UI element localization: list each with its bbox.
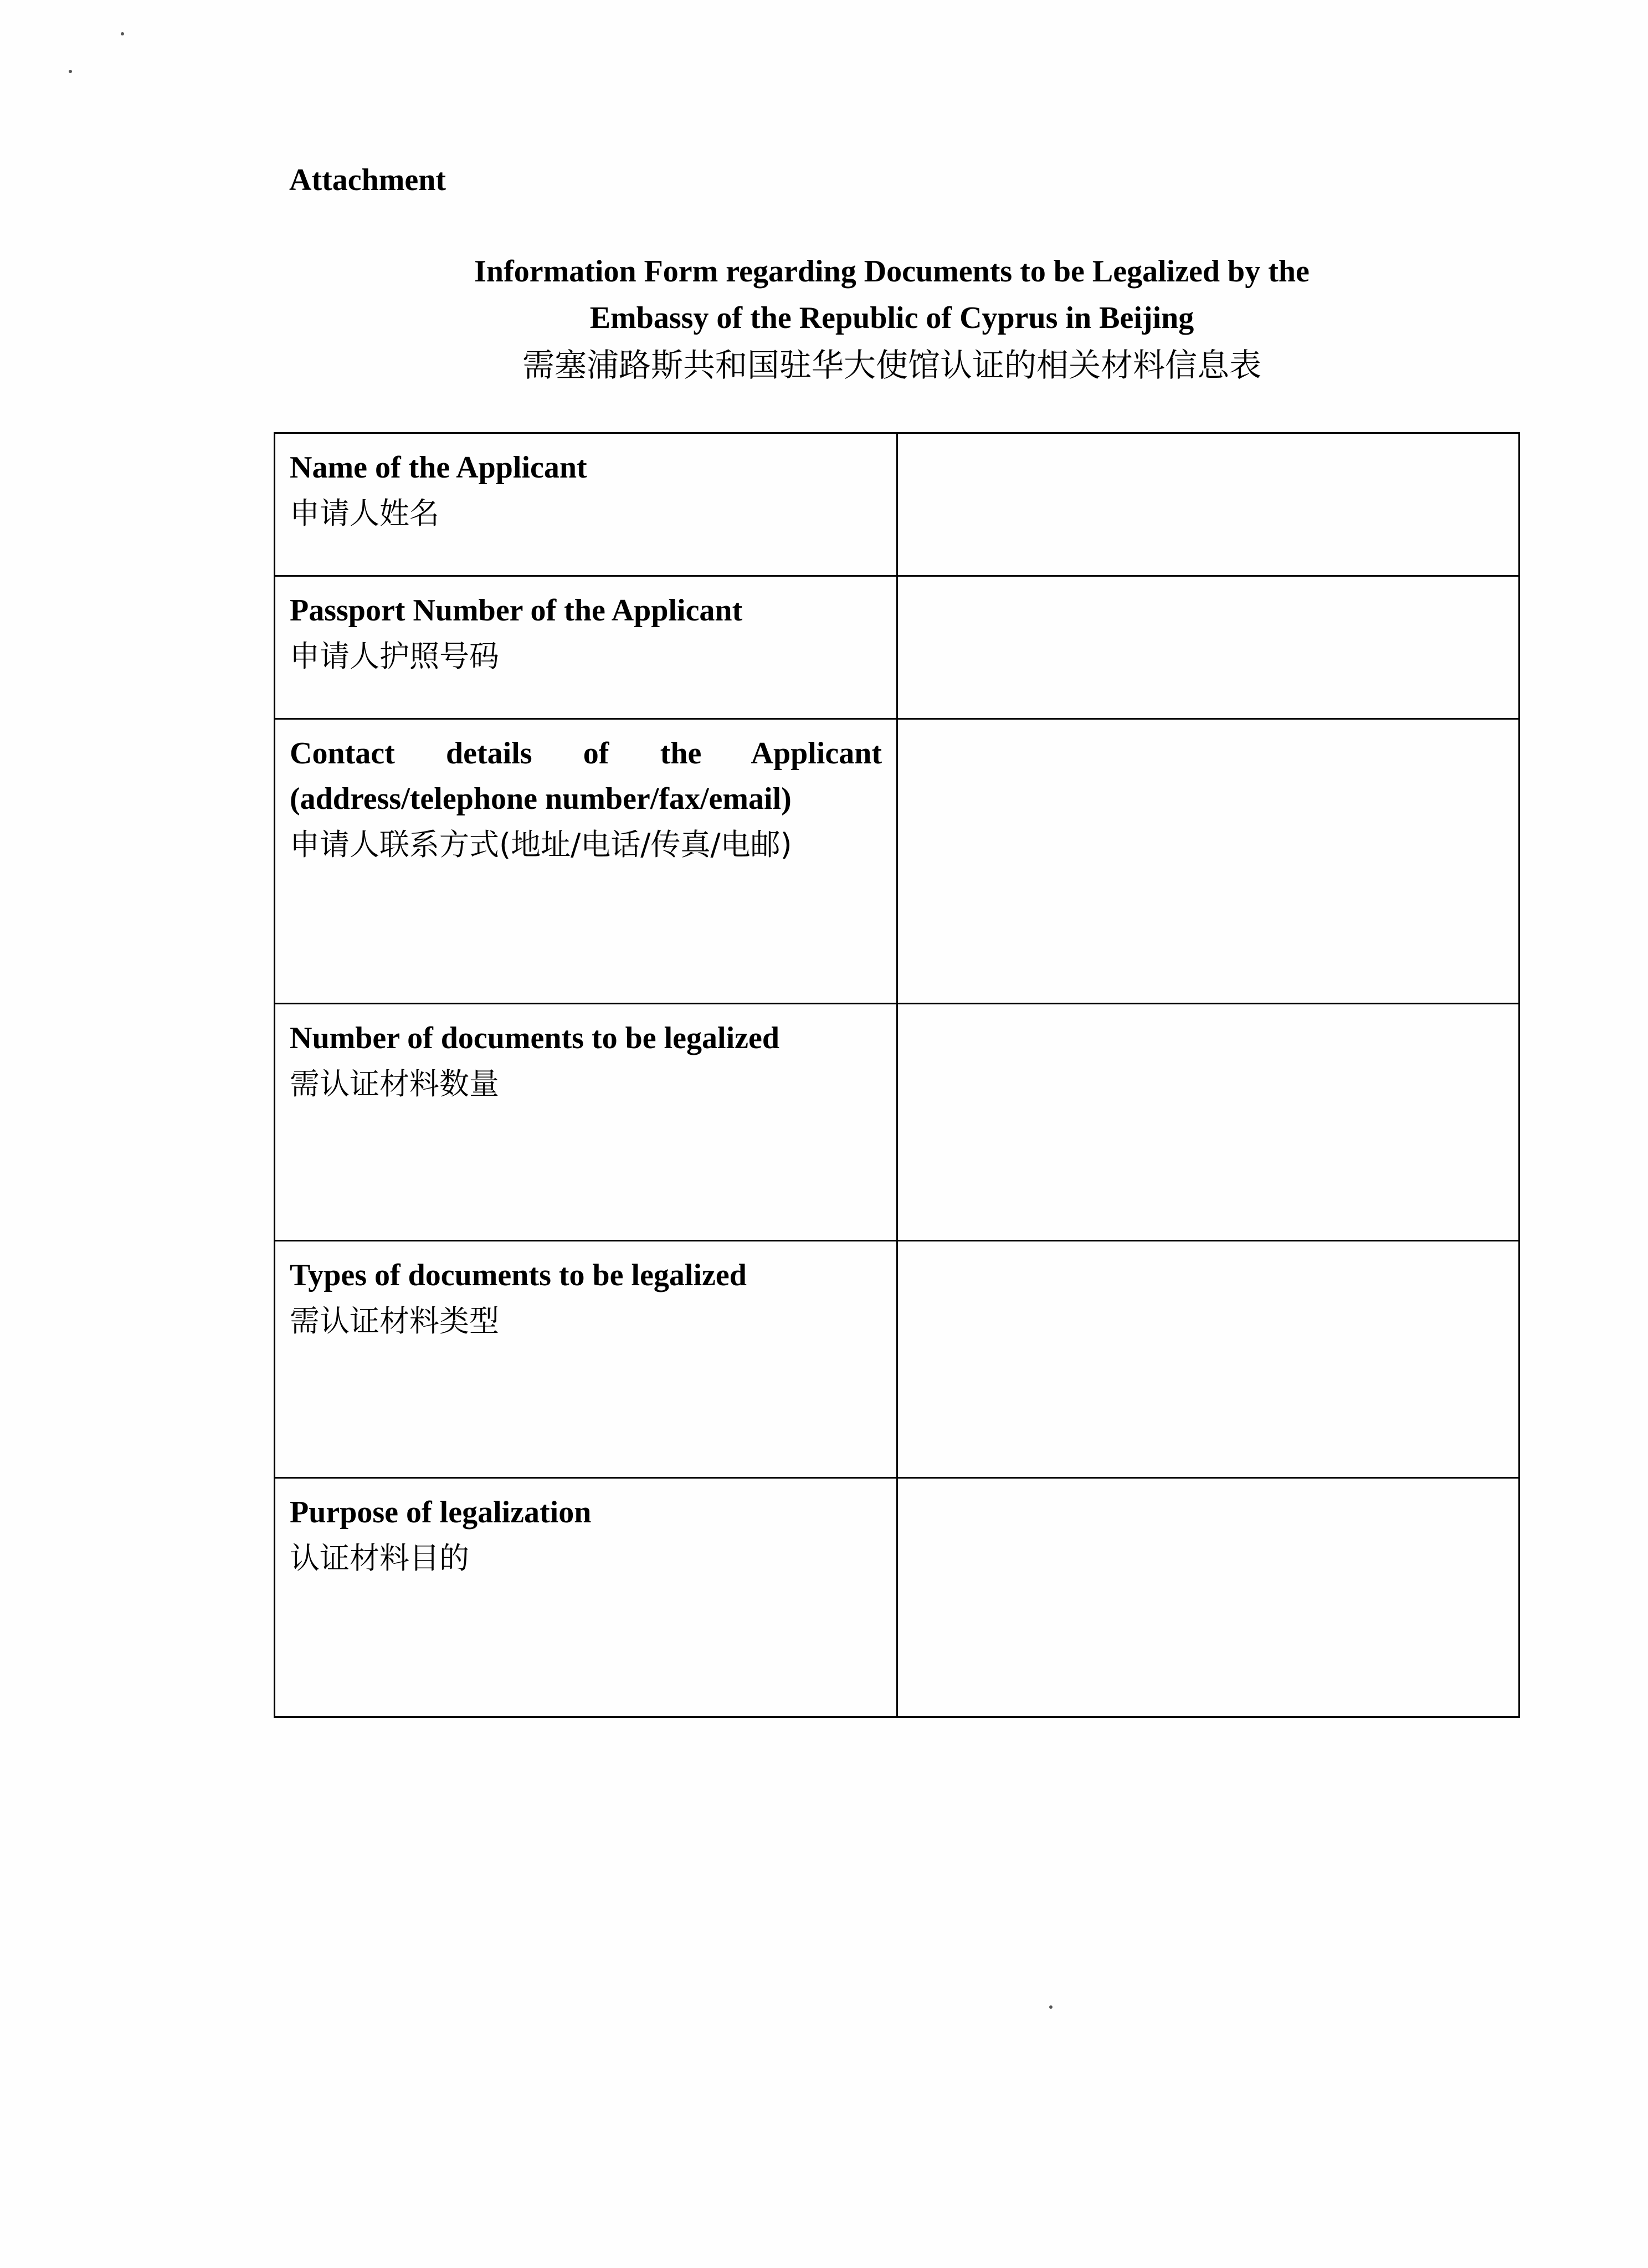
label-chinese: 申请人联系方式(地址/电话/传真/电邮) <box>290 827 792 862</box>
label-chinese: 申请人护照号码 <box>290 639 499 674</box>
attachment-label: Attachment <box>289 163 446 197</box>
form-row-number-of-documents <box>275 1004 1519 1241</box>
label-english: Contact details of the Applicant <box>290 736 882 771</box>
form-row-applicant-name <box>275 433 1519 576</box>
scan-speck <box>121 32 124 35</box>
label-cell <box>275 576 897 719</box>
label-cell <box>275 1478 897 1717</box>
title-line-2: Embassy of the Republic of Cyprus in Beijing <box>589 301 1194 335</box>
applicant-name-field[interactable] <box>897 433 1519 576</box>
form-title <box>277 248 1507 389</box>
types-of-documents-field[interactable] <box>897 1241 1519 1478</box>
label-english: Types of documents to be legalized <box>290 1258 747 1292</box>
label-english: Purpose of legalization <box>290 1495 592 1530</box>
scan-speck <box>69 70 72 73</box>
label-english-sub: (address/telephone number/fax/email) <box>290 782 792 816</box>
label-cell <box>275 1241 897 1478</box>
information-form-table <box>274 432 1520 1718</box>
form-row-passport-number <box>275 576 1519 719</box>
label-english: Name of the Applicant <box>290 450 587 485</box>
label-chinese: 需认证材料数量 <box>290 1066 499 1101</box>
label-chinese: 认证材料目的 <box>290 1541 469 1576</box>
label-cell <box>275 719 897 1004</box>
passport-number-field[interactable] <box>897 576 1519 719</box>
scan-speck <box>1049 2005 1053 2009</box>
label-cell <box>275 433 897 576</box>
contact-details-field[interactable] <box>897 719 1519 1004</box>
label-english: Passport Number of the Applicant <box>290 593 743 628</box>
label-chinese: 申请人姓名 <box>290 496 439 531</box>
label-cell <box>275 1004 897 1241</box>
label-english: Number of documents to be legalized <box>290 1021 779 1055</box>
purpose-of-legalization-field[interactable] <box>897 1478 1519 1717</box>
label-chinese: 需认证材料类型 <box>290 1304 499 1338</box>
form-row-contact-details <box>275 719 1519 1004</box>
title-chinese: 需塞浦路斯共和国驻华大使馆认证的相关材料信息表 <box>522 346 1261 384</box>
title-line-1: Information Form regarding Documents to be Legalized by the <box>474 254 1310 289</box>
number-of-documents-field[interactable] <box>897 1004 1519 1241</box>
form-row-types-of-documents <box>275 1241 1519 1478</box>
form-row-purpose-of-legalization <box>275 1478 1519 1717</box>
